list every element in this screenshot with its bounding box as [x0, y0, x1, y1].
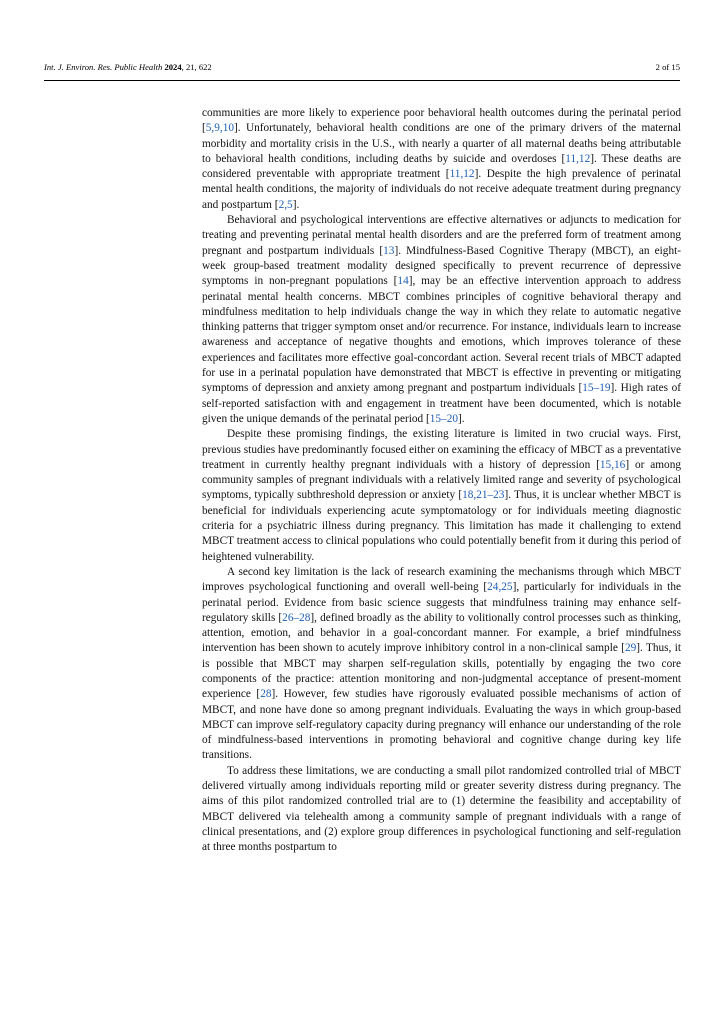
body-paragraph [202, 213, 681, 427]
paragraph-text: ], may be an effective intervention approach to address perinatal mental health concerns. MBCT combines principles of cognitive behavioral therapy and mindfulness meditation to help individuals change the way in which they relate to automatic negative thinking patterns that trigger symptom onset and/or recurrence. For instance, individuals learn to increase awareness and acceptance of negative thoughts and emotions, which improves tolerance of these experiences and facilitates more effective goal-concordant action. Several recent trials of MBCT adapted for use in a perinatal population have demonstrated that MBCT is effective in preventing or mitigating symptoms of depression and anxiety among pregnant and postpartum individuals [ [202, 275, 681, 395]
paragraph-text: Despite these promising findings, the existing literature is limited in two crucial ways. First, previous studies have predominantly focused either on examining the efficacy of MBCT as a preventative treatment in currently healthy pregnant individuals with a history of depression [ [202, 428, 681, 471]
paragraph-text: ]. Thus, it is unclear whether MBCT is beneficial for individuals experiencing acute symptomatology or for individuals meeting diagnostic criteria for a psychiatric illness during pregnancy. This limitation has made it challenging to extend MBCT treatment access to clinical populations who could potentially benefit from it during this period of heightened vulnerability. [202, 489, 681, 563]
paragraph-text: ]. Mindfulness-Based Cognitive Therapy (MBCT), an eight-week group-based treatment modality designed specifically to prevent recurrence of depressive symptoms in non-pregnant populations [ [202, 244, 681, 288]
citation-link[interactable]: 18,21–23 [462, 489, 505, 502]
paragraph-text: ]. Despite the high prevalence of perinatal mental health conditions, the majority of individuals do not receive adequate treatment during pregnancy and postpartum [ [202, 168, 681, 211]
citation-link[interactable]: 15–20 [429, 412, 458, 425]
body-paragraph [202, 565, 681, 764]
paragraph-text: ], particularly for individuals in the perinatal period. Evidence from basic science suggests that mindfulness training may enhance self-regulatory skills [ [202, 581, 681, 624]
body-paragraph [202, 764, 681, 856]
paragraph-text: ]. These deaths are considered preventable with appropriate treatment [ [202, 152, 681, 181]
paragraph-text: ], defined broadly as the ability to volitionally control processes such as thinking, attention, emotion, and behavior in a goal-concordant manner. For example, a brief mindfulness intervention has been shown to acutely improve inhibitory control in a non-clinical sample [ [202, 611, 681, 655]
citation-link[interactable]: 15,16 [599, 458, 626, 471]
paragraph-text: ]. High rates of self-reported satisfaction with and engagement in treatment have been documented, which is notable given the unique demands of the perinatal period [ [202, 382, 681, 425]
paragraph-text: communities are more likely to experience poor behavioral health outcomes during the perinatal period [ [202, 107, 681, 135]
paragraph-text: ]. [458, 412, 465, 425]
citation-link[interactable]: 15–19 [582, 382, 611, 395]
journal-citation [44, 62, 212, 72]
citation-link[interactable]: 29 [624, 642, 637, 655]
paragraph-text: ] or among community samples of pregnant individuals with a relatively limited range and severity of psychological symptoms, typically subthreshold depression or anxiety [ [202, 458, 681, 502]
page-number: 2 of 15 [655, 62, 680, 72]
citation-link[interactable]: 24,25 [487, 581, 513, 594]
citation-link[interactable]: 13 [383, 244, 395, 257]
paragraph-text: ]. [292, 198, 300, 211]
citation-link[interactable]: 11,12 [449, 168, 475, 181]
citation-link[interactable]: 11,12 [565, 152, 591, 165]
paragraph-text: ]. Unfortunately, behavioral health conditions are one of the primary drivers of the maternal morbidity and mortality crisis in the U.S., with nearly a quarter of all maternal deaths being attributable to behavioral health conditions, including deaths by suicide and overdoses [ [202, 122, 681, 165]
journal-name: Int. J. Environ. Res. Public Health [44, 62, 163, 72]
paragraph-text: To address these limitations, we are conducting a small pilot randomized controlled trial of MBCT delivered virtually among individuals reporting mild or greater severity distress during pregnancy. The aims of this pilot randomized controlled trial are to (1) determine the feasibility and acceptability of MBCT delivered via telehealth among a community sample of pregnant individuals with a range of clinical presentations, and (2) explore group differences in psychological functioning and self-regulation at three months postpartum to [202, 764, 681, 854]
body-paragraph [202, 427, 681, 565]
journal-volume-issue: , 21, 622 [181, 62, 212, 72]
paragraph-text: Behavioral and psychological interventions are effective alternatives or adjuncts to medication for treating and preventing perinatal mental health disorders and are the preferred form of treatment among pregnant and postpartum individuals [ [202, 214, 681, 257]
citation-link[interactable]: 28 [260, 688, 272, 701]
paragraph-text: A second key limitation is the lack of research examining the mechanisms through which MBCT improves psychological functioning and overall well-being [ [202, 565, 681, 594]
paragraph-text: ]. Thus, it is possible that MBCT may sharpen self-regulation skills, potentially by engaging the two core components of the practice: attention monitoring and non-judgmental acceptance of present-moment experience [ [202, 642, 681, 701]
running-header [44, 62, 680, 81]
citation-link[interactable]: 5,9,10 [205, 122, 235, 135]
body-paragraph [202, 106, 681, 213]
body-text [202, 106, 681, 856]
citation-link[interactable]: 2,5 [278, 198, 293, 211]
paragraph-text: ]. However, few studies have rigorously evaluated possible mechanisms of action of MBCT, and none have done so among pregnant individuals. Evaluating the ways in which group-based MBCT can improve self-regulatory capacity during pregnancy will enhance our understanding of the role of mindfulness-based interventions in promoting behavioral and cognitive change during key life transitions. [202, 688, 681, 762]
citation-link[interactable]: 26–28 [282, 611, 311, 624]
citation-link[interactable]: 14 [397, 275, 409, 288]
journal-year: 2024 [164, 62, 182, 72]
